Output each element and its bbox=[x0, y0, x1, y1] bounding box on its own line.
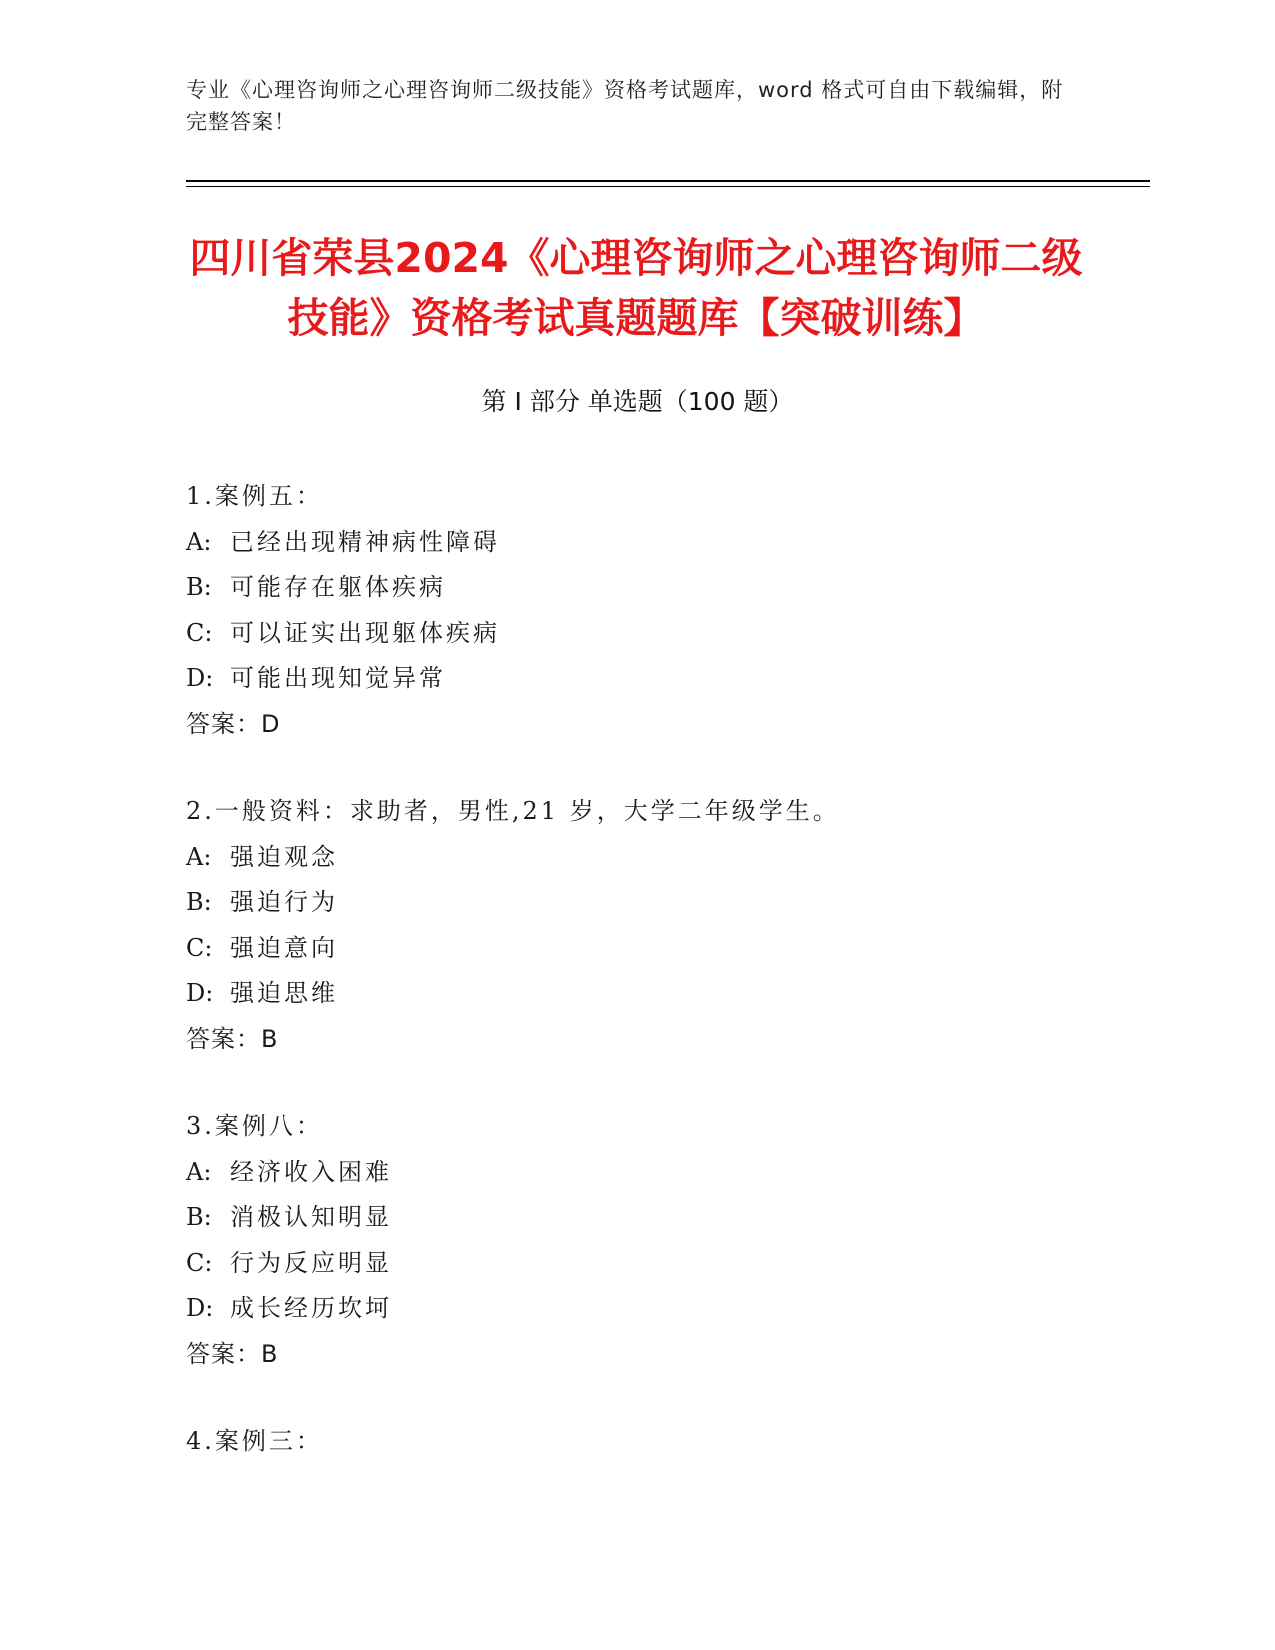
option-row bbox=[186, 926, 1066, 972]
option-text: 可能出现知觉异常 bbox=[230, 664, 446, 692]
option-text: 行为反应明显 bbox=[230, 1248, 392, 1277]
option-row bbox=[186, 971, 1066, 1017]
option-text: 已经出现精神病性障碍 bbox=[230, 527, 500, 556]
option-label: D: bbox=[186, 979, 214, 1007]
option-row bbox=[186, 656, 1066, 702]
option-row bbox=[186, 611, 1066, 657]
option-text: 强迫观念 bbox=[230, 842, 338, 871]
option-label: D: bbox=[186, 1294, 214, 1322]
option-row bbox=[186, 1195, 1066, 1241]
option-text: 强迫意向 bbox=[230, 933, 338, 962]
header-rule-thick bbox=[186, 180, 1150, 182]
option-row bbox=[186, 835, 1066, 881]
option-label: A: bbox=[186, 1157, 212, 1186]
option-label: B: bbox=[186, 1203, 212, 1231]
option-label: A: bbox=[186, 842, 212, 871]
question-stem: 1.案例五： bbox=[186, 482, 323, 510]
question-item bbox=[186, 789, 1066, 1062]
answer-line: 答案：B bbox=[186, 1339, 279, 1368]
option-row bbox=[186, 520, 1066, 566]
question-stem: 2.一般资料：求助者，男性,21 岁，大学二年级学生。 bbox=[186, 797, 840, 825]
option-label: B: bbox=[186, 573, 212, 601]
option-text: 可能存在躯体疾病 bbox=[230, 573, 446, 601]
question-stem: 4.案例三： bbox=[186, 1427, 323, 1455]
option-text: 消极认知明显 bbox=[230, 1203, 392, 1231]
header-note: 专业《心理咨询师之心理咨询师二级技能》资格考试题库，word 格式可自由下载编辑，附完整答案！ bbox=[186, 78, 1064, 134]
option-row bbox=[186, 1286, 1066, 1332]
option-label: B: bbox=[186, 888, 212, 916]
answer-line: 答案：D bbox=[186, 709, 281, 738]
option-row bbox=[186, 565, 1066, 611]
option-label: A: bbox=[186, 527, 212, 556]
option-label: C: bbox=[186, 933, 213, 962]
answer-line: 答案：B bbox=[186, 1024, 279, 1053]
question-list bbox=[186, 474, 1066, 1507]
header-rule-thin bbox=[186, 186, 1150, 187]
document-title: 四川省荣县2024《心理咨询师之心理咨询师二级技能》资格考试真题题库【突破训练】 bbox=[189, 234, 1083, 342]
option-row bbox=[186, 1241, 1066, 1287]
option-label: C: bbox=[186, 1248, 213, 1277]
option-text: 强迫行为 bbox=[230, 888, 338, 916]
option-text: 经济收入困难 bbox=[230, 1157, 392, 1186]
option-label: C: bbox=[186, 618, 213, 647]
question-item bbox=[186, 474, 1066, 747]
option-label: D: bbox=[186, 664, 214, 692]
option-text: 强迫思维 bbox=[230, 979, 338, 1007]
section-heading: 第 I 部分 单选题（100 题） bbox=[481, 387, 794, 416]
question-stem: 3.案例八： bbox=[186, 1112, 323, 1140]
option-row bbox=[186, 1150, 1066, 1196]
option-row bbox=[186, 880, 1066, 926]
question-item bbox=[186, 1419, 1066, 1465]
option-text: 成长经历坎坷 bbox=[230, 1294, 392, 1322]
question-item bbox=[186, 1104, 1066, 1377]
option-text: 可以证实出现躯体疾病 bbox=[230, 618, 500, 647]
